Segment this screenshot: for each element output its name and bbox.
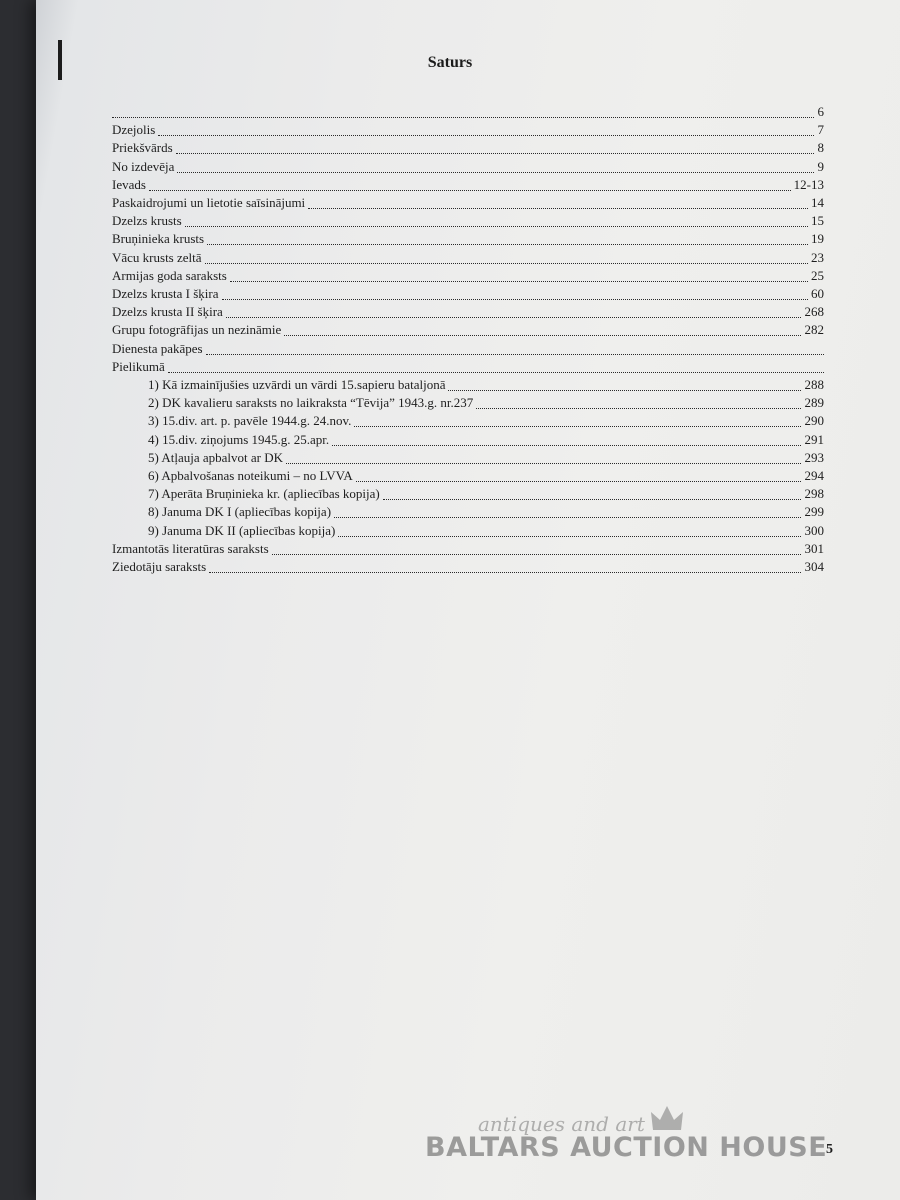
toc-entry	[112, 230, 824, 247]
dot-leader	[383, 499, 801, 500]
dot-leader	[338, 536, 801, 537]
toc-subentry	[112, 467, 824, 484]
toc-entry	[112, 340, 824, 357]
toc-entry-label: Ziedotāju saraksts	[112, 559, 207, 574]
toc-subentry	[112, 431, 824, 448]
toc-entry-page: 7	[817, 122, 824, 138]
toc-entry-label: Izmantotās literatūras saraksts	[112, 540, 269, 556]
toc-entry-page: 14	[811, 195, 824, 210]
toc-entry-page: 25	[811, 267, 824, 283]
toc-entry-page: 291	[804, 431, 824, 447]
toc-subentry	[112, 376, 824, 393]
dot-leader	[185, 226, 808, 227]
dot-leader	[205, 263, 808, 264]
toc-entry	[112, 212, 824, 229]
dot-leader	[176, 153, 814, 154]
toc-entry-label: Dzelzs krusta I šķira	[112, 286, 219, 301]
dot-leader	[332, 445, 801, 446]
toc-entry-label: 2) DK kavalieru saraksts no laikraksta “Tēvija” 1943.g. nr.237	[148, 395, 474, 411]
toc-entry-page: 60	[811, 286, 824, 301]
toc-entry-label: Vācu krusts zeltā	[112, 249, 202, 265]
watermark-logo: BALTARS AUCTION HOUSE	[425, 1132, 828, 1163]
toc-entry-label: Dzelzs krusts	[112, 213, 182, 229]
toc-entry	[112, 139, 824, 156]
toc-entry-page: 282	[804, 322, 824, 338]
toc-entry-page: 15	[811, 213, 824, 229]
toc-entry-label: Paskaidrojumi un lietotie saīsinājumi	[112, 195, 306, 210]
toc-entry	[112, 303, 824, 320]
toc-entry-page: 6	[817, 104, 824, 119]
toc-entry-label: Bruņinieka krusts	[112, 231, 205, 247]
dot-leader	[272, 554, 801, 555]
toc-entry-label: Ievads	[112, 176, 146, 192]
dot-leader	[177, 172, 814, 173]
toc-entry-page: 300	[804, 522, 824, 538]
toc-subentry	[112, 522, 824, 539]
toc-entry-label: Pielikumā	[112, 358, 165, 374]
toc-entry-label: 7) Aperāta Bruņinieka kr. (apliecības kopija)	[148, 486, 380, 502]
toc-entry-label: Armijas goda saraksts	[112, 267, 227, 283]
toc-subentry	[112, 412, 824, 429]
toc-entry-page: 8	[817, 140, 824, 156]
toc-entry	[112, 158, 824, 175]
toc-entry-page: 293	[804, 449, 824, 465]
toc-entry	[112, 249, 824, 266]
toc-entry-page: 304	[804, 559, 824, 574]
toc-entry	[112, 194, 824, 211]
toc-subentry	[112, 503, 824, 520]
dot-leader	[334, 517, 801, 518]
toc-entry-page: 289	[804, 395, 824, 411]
dot-leader	[149, 190, 791, 191]
dot-leader	[356, 481, 801, 482]
toc-entry-label: 9) Januma DK II (apliecības kopija)	[148, 522, 336, 538]
toc-entry-label: 5) Atļauja apbalvot ar DK	[148, 449, 284, 465]
dot-leader	[206, 354, 824, 355]
toc-entry-label: Dzelzs krusta II šķira	[112, 304, 223, 320]
dot-leader	[354, 426, 801, 427]
toc-entry-page: 298	[804, 486, 824, 502]
toc-entry	[112, 558, 824, 575]
dot-leader	[308, 208, 808, 209]
dot-leader	[448, 390, 801, 391]
toc-entry-label: 6) Apbalvošanas noteikumi – no LVVA	[148, 468, 353, 483]
toc-entry-label: 1) Kā izmainījušies uzvārdi un vārdi 15.sapieru bataljonā	[148, 377, 446, 392]
toc-title: Saturs	[427, 54, 473, 71]
toc-entry	[112, 267, 824, 284]
toc-entry-label: 8) Januma DK I (apliecības kopija)	[148, 504, 332, 520]
toc-entry-page: 19	[811, 231, 824, 247]
toc-entry-label: 4) 15.div. ziņojums 1945.g. 25.apr.	[148, 431, 330, 447]
toc-entry	[112, 358, 824, 375]
toc-entry	[112, 103, 824, 120]
toc-entry-label: Grupu fotogrāfijas un nezināmie	[112, 322, 282, 338]
toc-entry-label: Dienesta pakāpes	[112, 340, 203, 356]
toc-entry-page: 12-13	[793, 176, 824, 192]
dot-leader	[230, 281, 808, 282]
watermark-tagline: antiques and art	[478, 1112, 645, 1136]
toc-entry-page: 23	[811, 249, 824, 265]
toc-entry-page: 299	[804, 504, 824, 520]
dot-leader	[284, 335, 801, 336]
toc-entry-label: No izdevēja	[112, 158, 175, 174]
toc-entry	[112, 176, 824, 193]
toc-subentry	[112, 485, 824, 502]
toc-entry	[112, 121, 824, 138]
toc-entry-page: 268	[804, 304, 824, 320]
dot-leader	[168, 372, 824, 373]
dot-leader	[158, 135, 814, 136]
dot-leader	[209, 572, 801, 573]
dot-leader	[222, 299, 808, 300]
dot-leader	[476, 408, 801, 409]
toc-entry	[112, 540, 824, 557]
toc-subentry	[112, 394, 824, 411]
toc-entry-page: 301	[804, 540, 824, 556]
page-number: 5	[826, 1142, 833, 1157]
toc-entry-page: 290	[804, 413, 824, 429]
dot-leader	[286, 463, 801, 464]
toc-entry-page: 9	[817, 158, 824, 174]
toc-entry	[112, 285, 824, 302]
toc-entry-label: Dzejolis	[112, 122, 156, 138]
dot-leader	[207, 244, 808, 245]
toc-entry-page: 294	[804, 468, 824, 483]
dot-leader	[112, 117, 814, 118]
dot-leader	[226, 317, 801, 318]
toc-entry	[112, 321, 824, 338]
toc-subentry	[112, 449, 824, 466]
toc-entry-page: 288	[804, 377, 824, 392]
toc-entry-label: Priekšvārds	[112, 140, 173, 156]
toc-entry-label: 3) 15.div. art. p. pavēle 1944.g. 24.nov.	[148, 413, 352, 429]
